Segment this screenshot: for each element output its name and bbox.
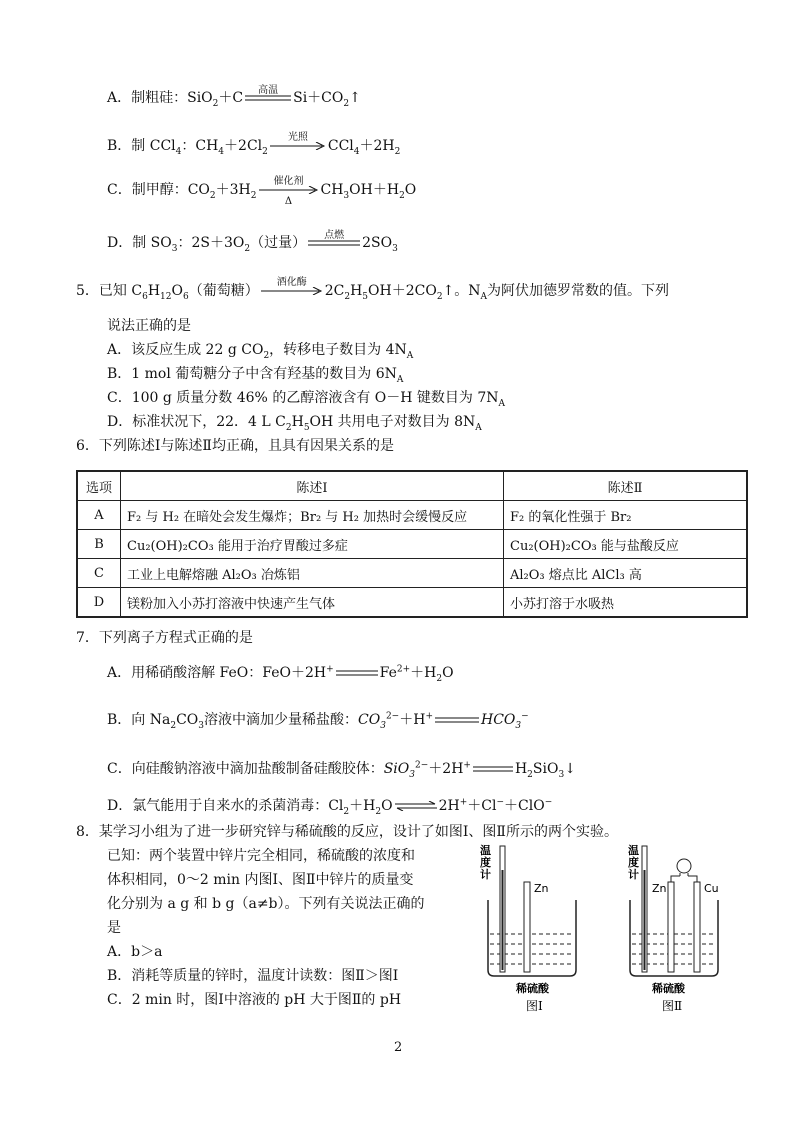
table-header: 陈述Ⅰ bbox=[121, 471, 504, 501]
q8-known-2: 体积相同，0～2 min 内图Ⅰ、图Ⅱ中锌片的质量变 bbox=[107, 872, 414, 888]
equal-arrow: 高温 bbox=[258, 85, 279, 96]
table-cell: Al₂O₃ 熔点比 AlCl₃ 高 bbox=[504, 559, 748, 588]
fig2-caption: 图Ⅱ bbox=[662, 999, 683, 1013]
bulb-icon bbox=[677, 859, 691, 873]
q4-option-c: C．制甲醇：$CO_2+3H_2$ 催化剂 Δ $CH_3OH+H_2O$ bbox=[107, 176, 417, 207]
table-row bbox=[77, 559, 747, 588]
equal-arrow bbox=[435, 717, 479, 723]
table-header-row bbox=[77, 471, 747, 501]
figure-2-apparatus bbox=[622, 840, 732, 1015]
fig2-acid-label: 稀硫酸 bbox=[652, 982, 685, 995]
table-row bbox=[77, 501, 747, 530]
table-cell: 工业上电解熔融 Al₂O₃ 冶炼铝 bbox=[121, 559, 504, 588]
q8-known-1: 已知：两个装置中锌片完全相同，稀硫酸的浓度和 bbox=[107, 848, 415, 864]
q5-option-d: D．标准状况下，22．4 L $C_2H_5OH$ 共用电子对数目为 $8N_A$ bbox=[107, 414, 482, 433]
page-number: 2 bbox=[394, 1040, 403, 1055]
equal-arrow bbox=[336, 670, 378, 676]
table-cell: D bbox=[77, 588, 121, 618]
q7-option-b: B．向 $Na_2CO_3$溶液中滴加少量稀盐酸：$CO_3^{2-}+H^+$ $HCO_3^-$ bbox=[107, 711, 529, 731]
fig2-cu-label: Cu bbox=[704, 882, 719, 895]
equal-arrow: 点燃 bbox=[324, 230, 345, 241]
q7-stem: 7．下列离子方程式正确的是 bbox=[76, 630, 253, 646]
table-cell: B bbox=[77, 530, 121, 559]
table-cell: F₂ 的氧化性强于 Br₂ bbox=[504, 501, 748, 530]
table-cell: C bbox=[77, 559, 121, 588]
table-cell: 镁粉加入小苏打溶液中快速产生气体 bbox=[121, 588, 504, 618]
table-row bbox=[77, 530, 747, 559]
q5-option-c: C．100 g 质量分数 46% 的乙醇溶液含有 O－H 键数目为 $7N_A$ bbox=[107, 390, 506, 409]
q8-option-b: B．消耗等质量的锌时，温度计读数：图Ⅱ＞图Ⅰ bbox=[107, 968, 399, 984]
table-cell: Cu₂(OH)₂CO₃ 能用于治疗胃酸过多症 bbox=[121, 530, 504, 559]
q5-stem: 5．已知 $C_6H_{12}O_6$（葡萄糖） 酒化酶 $2C_2H_5OH+2CO_2↑$。$N_A$为阿伏加德罗常数的值。下列 bbox=[76, 277, 670, 302]
copper-strip-icon bbox=[694, 882, 700, 972]
right-arrow: 酒化酶 bbox=[261, 287, 323, 295]
q8-known-3: 化分别为 a g 和 b g（a≠b）。下列有关说法正确的 bbox=[107, 896, 425, 912]
zinc-strip-icon bbox=[524, 882, 530, 972]
q5-stem-line2: 说法正确的是 bbox=[107, 318, 191, 334]
q5-option-b: B．1 mol 葡萄糖分子中含有羟基的数目为 $6N_A$ bbox=[107, 366, 404, 385]
table-header: 陈述Ⅱ bbox=[504, 471, 748, 501]
fig1-thermometer-label: 温度计 bbox=[480, 844, 491, 881]
q4-option-d: D．制 $SO_3$：$2S+3O_2$（过量） 点燃 $2SO_3$ bbox=[107, 230, 398, 254]
equal-arrow bbox=[473, 766, 513, 772]
q4-option-b: B．制 CCl$_4$：$CH_4+2Cl_2$ 光照 $CCl_4+2H_2$ bbox=[107, 132, 401, 157]
q8-option-a: A．b＞a bbox=[107, 944, 163, 960]
q7-option-c: C．向硅酸钠溶液中滴加盐酸制备硅酸胶体：SiO$_3^{2-}$＋2H+ $H_2SiO_3↓$ bbox=[107, 760, 576, 780]
q7-option-d: D．氯气能用于自来水的杀菌消毒：$Cl_2+H_2O$ 2H+＋Cl−＋ClO− bbox=[107, 797, 553, 817]
q6-table bbox=[76, 470, 748, 618]
table-cell: A bbox=[77, 501, 121, 530]
table-header: 选项 bbox=[77, 471, 121, 501]
figure-1-apparatus bbox=[478, 840, 588, 1015]
table-row bbox=[77, 588, 747, 618]
fig1-zn-label: Zn bbox=[534, 882, 549, 895]
zinc-strip-icon bbox=[668, 882, 674, 972]
table-cell: Cu₂(OH)₂CO₃ 能与盐酸反应 bbox=[504, 530, 748, 559]
fig1-caption: 图Ⅰ bbox=[526, 999, 543, 1013]
reversible-arrow bbox=[395, 801, 437, 811]
q8-known-4: 是 bbox=[107, 920, 121, 936]
q5-option-a: A．该反应生成 22 g $CO_2$，转移电子数目为 $4N_A$ bbox=[107, 342, 414, 361]
table-cell: F₂ 与 H₂ 在暗处会发生爆炸；Br₂ 与 H₂ 加热时会缓慢反应 bbox=[121, 501, 504, 530]
q4-option-a: A．制粗硅：SiO$_2$＋C 高温 $Si+CO_2↑$ bbox=[107, 85, 361, 109]
q7-option-a: A．用稀硝酸溶解 FeO：FeO＋2H+ $Fe^{2+}+H_2O$ bbox=[107, 664, 454, 684]
table-cell: 小苏打溶于水吸热 bbox=[504, 588, 748, 618]
q8-stem: 8．某学习小组为了进一步研究锌与稀硫酸的反应，设计了如图Ⅰ、图Ⅱ所示的两个实验。 bbox=[76, 824, 618, 840]
q6-stem: 6．下列陈述Ⅰ与陈述Ⅱ均正确，且具有因果关系的是 bbox=[76, 438, 394, 454]
right-arrow: 光照 bbox=[270, 142, 326, 150]
right-arrow: 催化剂 Δ bbox=[259, 186, 319, 194]
fig2-zn-label: Zn bbox=[652, 882, 667, 895]
fig2-thermometer-label: 温度计 bbox=[628, 844, 639, 881]
q8-option-c: C．2 min 时，图Ⅰ中溶液的 pH 大于图Ⅱ的 pH bbox=[107, 992, 402, 1008]
fig1-acid-label: 稀硫酸 bbox=[516, 982, 549, 995]
